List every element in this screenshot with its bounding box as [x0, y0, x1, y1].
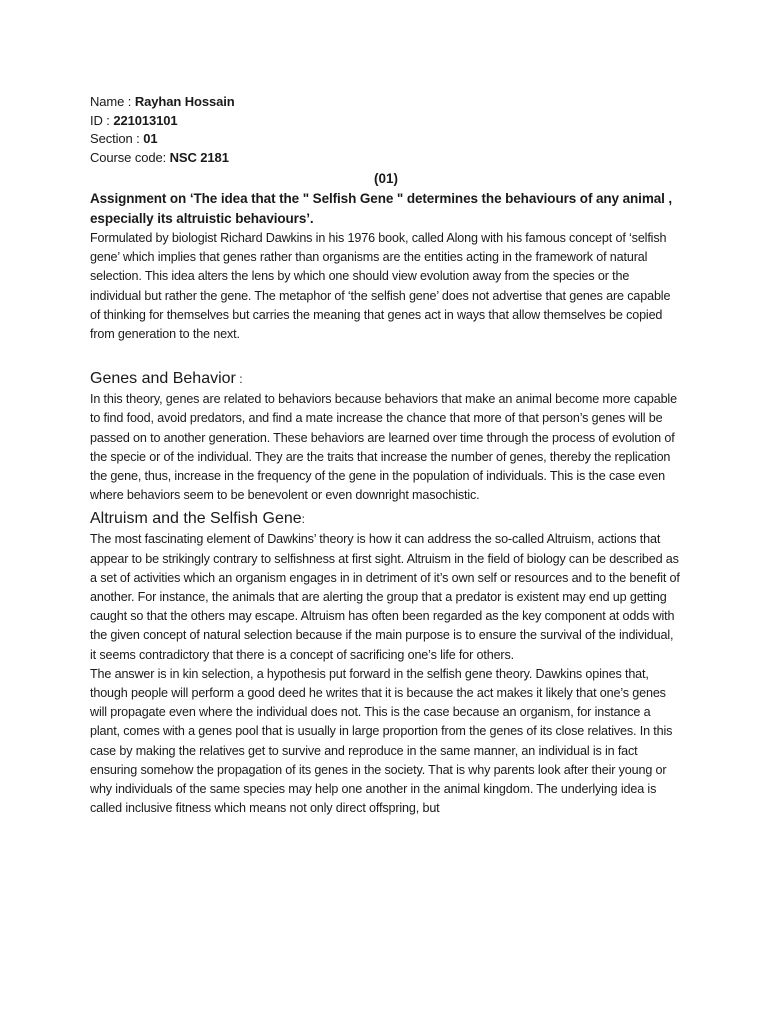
genes-heading-text: Genes and Behavior	[90, 370, 236, 388]
section-label: Section :	[90, 131, 144, 146]
course-code: NSC 2181	[169, 149, 229, 165]
intro-paragraph: Formulated by biologist Richard Dawkins in his 1976 book, called Along with his famous concept of ‘selfish gene’ which implies that genes rather than organisms are the entities acting in the framework of natural selection. This idea alters the lens by which one should view evolution away from the species or the individual but rather the gene. The metaphor of ‘the selfish gene’ does not advertise that genes are capable of thinking for themselves but carries the meaning that genes act in ways that allow themselves be copied from generation to the next.	[90, 231, 671, 342]
student-id: 221013101	[113, 112, 178, 128]
kin-selection-paragraph: The answer is in kin selection, a hypothesis put forward in the selfish gene theory. Dawkins opines that, though people will perform a good deed he writes that it is because the act makes it likely that one’s genes will propagate even where the individual does not. This is the case because an organism, for instance a plant, comes with a genes pool that is usually in large proportion from the genes of its close relatives. In this case by making the relatives get to survive and reproduce in the same manner, an individual is in fact ensuring somehow the propagation of its genes in the society. That is why parents look after their young or why individuals of the same species may help one another in the animal kingdom. The underlying idea is called inclusive fitness which means not only direct offspring, but	[90, 666, 673, 816]
altruism-heading	[90, 508, 682, 530]
id-label: ID :	[90, 112, 114, 128]
course-label: Course code:	[90, 149, 170, 165]
name-label: Name :	[90, 94, 135, 109]
genes-behavior-heading	[90, 368, 682, 390]
student-id-line	[90, 112, 682, 131]
course-code-line	[90, 149, 682, 168]
student-name: Rayhan Hossain	[134, 94, 235, 109]
altruism-heading-text: Altruism and the Selfish Gene	[90, 510, 302, 528]
document-content	[90, 93, 682, 818]
section-line	[90, 130, 682, 149]
genes-behavior-paragraph: In this theory, genes are related to behaviors because behaviors that make an animal become more capable to find food, avoid predators, and find a mate increase the chance that more of that person’s genes will be passed on to another generation. These behaviors are learned over time through the process of evolution of the specie or of the individual. They are the traits that increase the number of genes, thereby the replication the gene, thus, increase in the frequency of the gene in the population of individuals. This is the case even where behaviors seem to be benevolent or even downright masochistic.	[90, 392, 677, 503]
assignment-number: (01)	[373, 171, 398, 186]
assignment-title: Assignment on ‘The idea that the " Selfish Gene " determines the behaviours of any animal , especially its altruistic behaviours’.	[90, 191, 673, 226]
section-value: 01	[143, 131, 158, 146]
student-name-line	[90, 93, 682, 112]
altruism-paragraph: The most fascinating element of Dawkins’ theory is how it can address the so-called Altruism, actions that appear to be strikingly contrary to selfishness at first sight. Altruism in the field of biology can be described as a set of activities which an organism engages in in detriment of it’s own self or resources and to the benefit of another. For instance, the animals that are alerting the group that a predator is existent may end up getting caught so that the others may escape. Altruism has often been regarded as the key component at odds with the given concept of natural selection because if the main purpose is to ensure the survival of the individual, it seems contradictory that there is a concept of sacrificing one’s life for others.	[90, 532, 680, 662]
altruism-heading-colon: :	[301, 512, 306, 527]
genes-heading-colon: :	[235, 372, 243, 387]
